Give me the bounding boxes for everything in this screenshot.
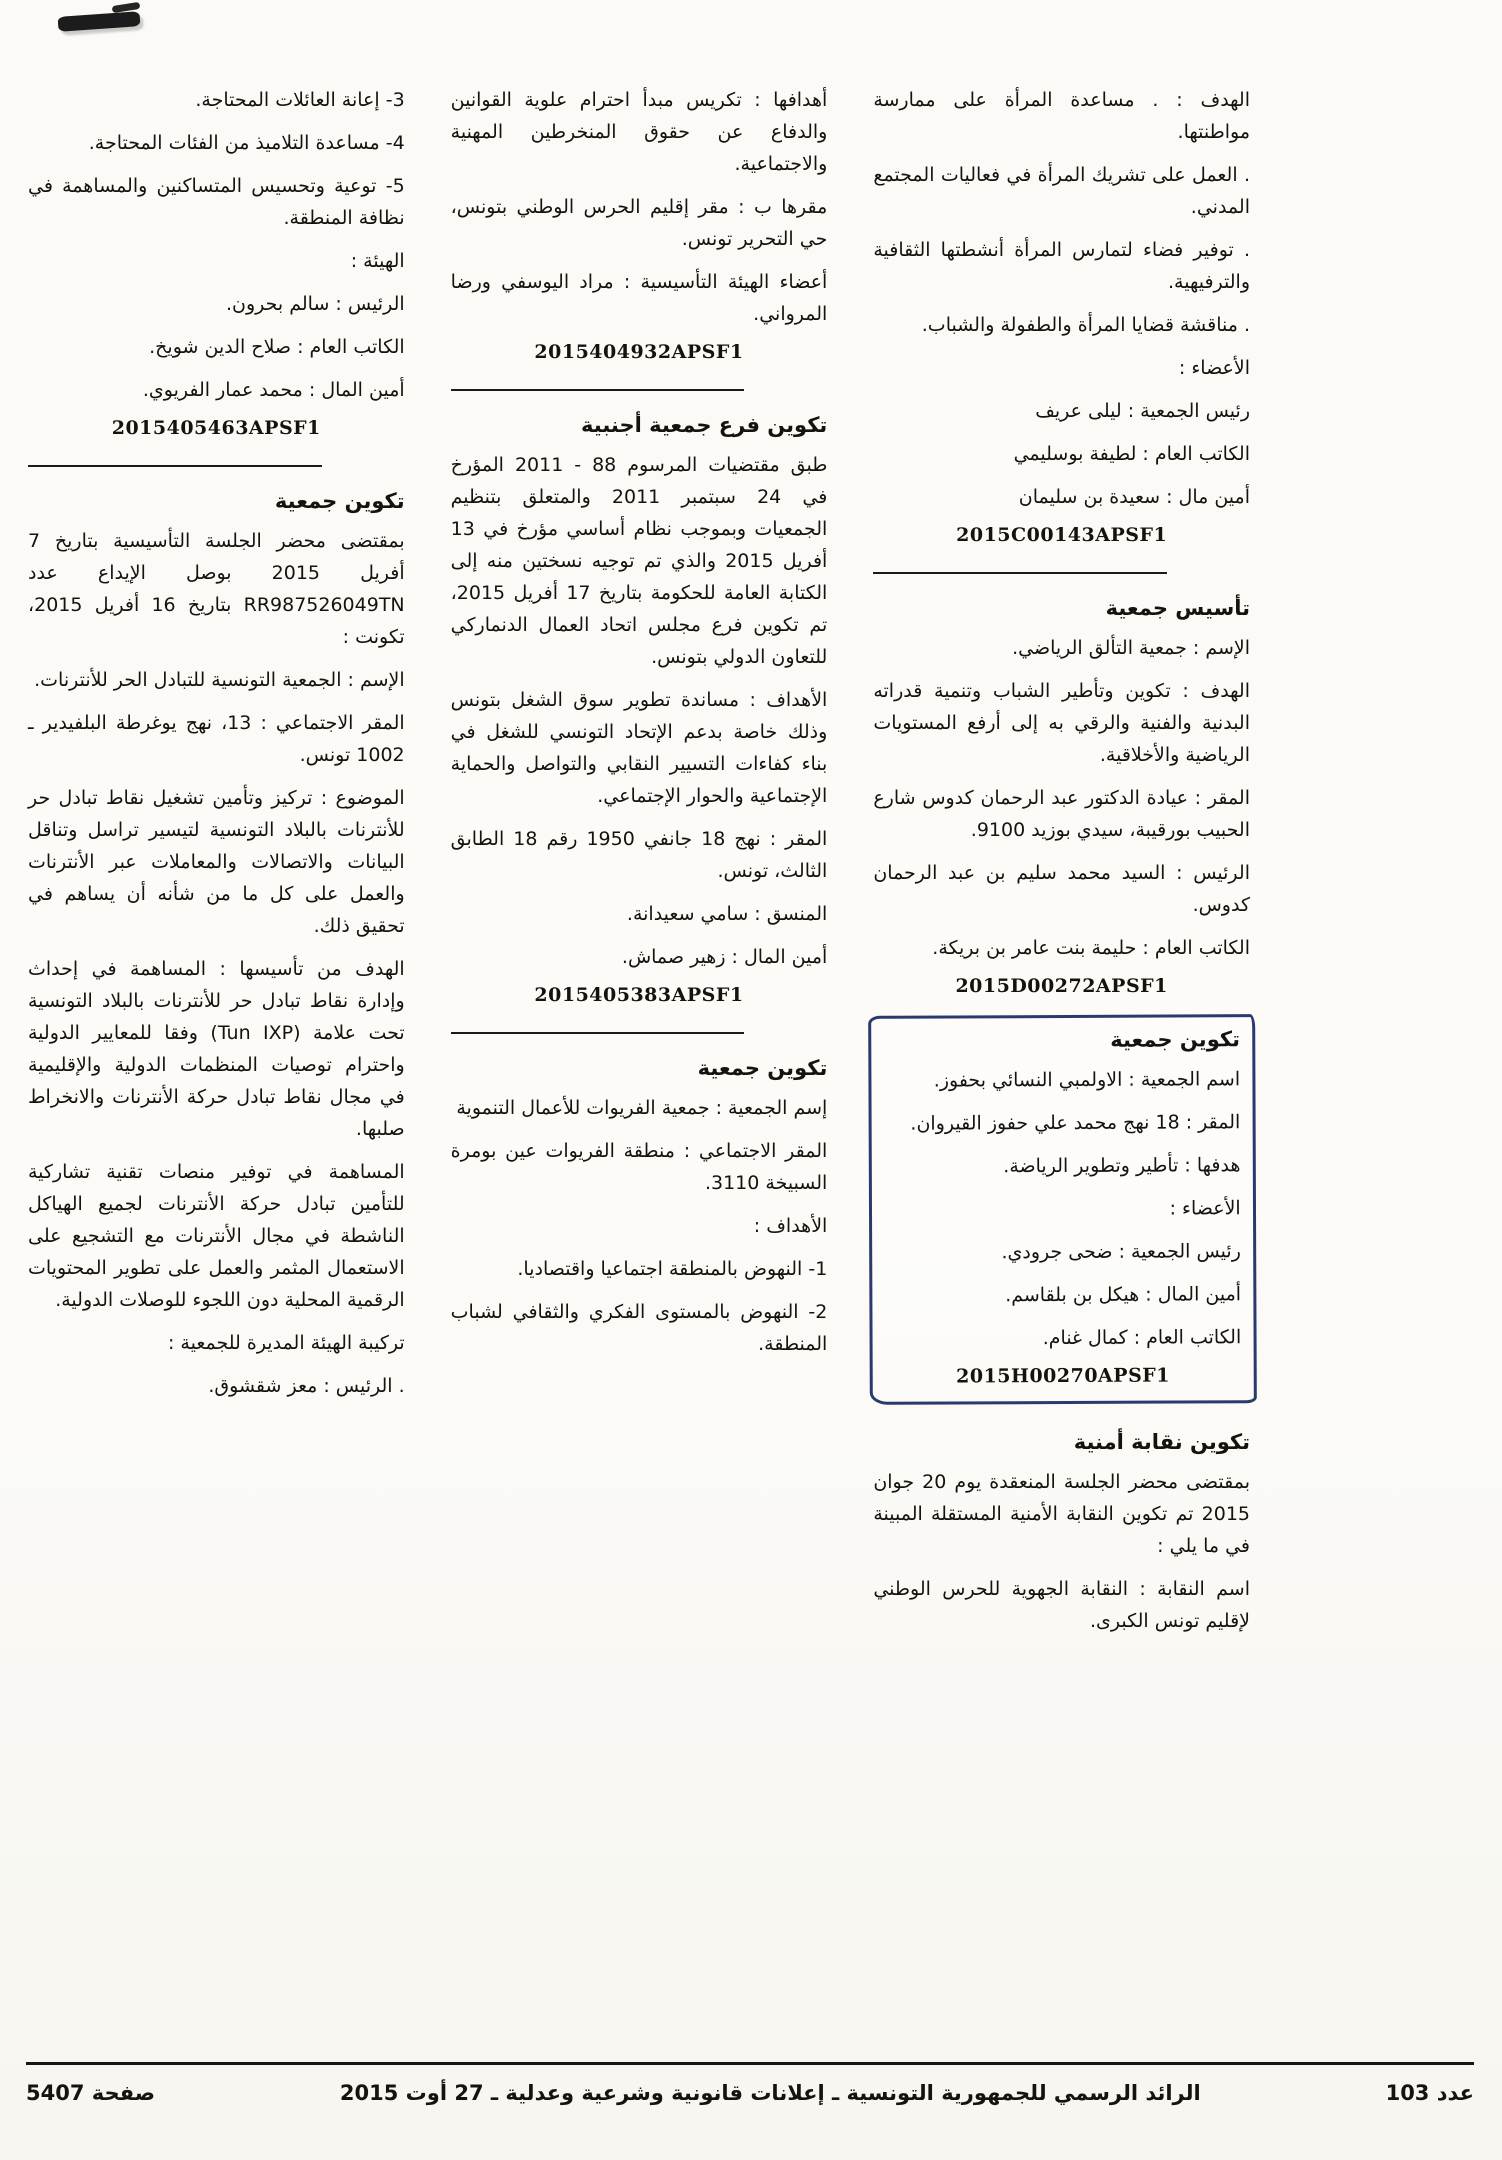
reference-code: 2015C00143APSF1	[956, 524, 1168, 546]
section-heading: تكوين نقابة أمنية	[1073, 1430, 1250, 1454]
paragraph: هدفها : تأطير وتطوير الرياضة.	[1003, 1154, 1241, 1178]
reference-code: 2015H00270APSF1	[956, 1364, 1171, 1388]
paragraph: . الرئيس : معز شقشوق.	[208, 1375, 405, 1397]
paragraph: . مناقشة قضايا المرأة والطفولة والشباب.	[921, 314, 1250, 336]
paragraph: المقر : نهج 18 جانفي 1950 رقم 18 الطابق الثالث، تونس.	[450, 828, 828, 882]
paragraph: 3- إعانة العائلات المحتاجة.	[195, 89, 405, 111]
paragraph: رئيس الجمعية : ضحى جرودي.	[1001, 1240, 1242, 1264]
paragraph: الكاتب العام : كمال غنام.	[1042, 1326, 1242, 1350]
paragraph: 1- النهوض بالمنطقة اجتماعيا واقتصاديا.	[517, 1258, 828, 1280]
column-left	[28, 84, 405, 1648]
page-footer	[26, 2076, 1474, 2110]
reference-code: 2015405463APSF1	[111, 417, 321, 439]
paragraph: المنسق : سامي سعيدانة.	[626, 903, 828, 925]
paragraph: الهدف : تكوين وتأطير الشباب وتنمية قدراته البدنية والفنية والرقي به إلى أرفع المستويات الرياضية والأخلاقية.	[873, 680, 1250, 766]
paragraph: المقر الاجتماعي : منطقة الفريوات عين بومرة السبيخة 3110.	[450, 1140, 828, 1194]
paragraph: الموضوع : تركيز وتأمين تشغيل نقاط تبادل حر للأنترنات بالبلاد التونسية لتيسير تراسل وتناقل البيانات والاتصالات والمعاملات عبر الأنترنات والعمل على كل ما من شأنه أن يساهم في تحقيق ذلك.	[27, 787, 405, 937]
reference-code: 2015D00272APSF1	[955, 975, 1168, 997]
paragraph: أهدافها : تكريس مبدأ احترام علوية القوانين والدفاع عن حقوق المنخرطين المهنية والاجتماعية.	[450, 89, 828, 175]
paragraph: الرئيس : سالم بحرون.	[225, 293, 405, 315]
section-separator	[451, 1032, 745, 1034]
section-separator	[873, 572, 1167, 574]
section-separator	[451, 389, 745, 391]
section-heading: تكوين فرع جمعية أجنبية	[581, 413, 828, 437]
paragraph: الهيئة :	[350, 250, 405, 272]
paragraph: بمقتضى محضر الجلسة التأسيسية بتاريخ 7 أفريل 2015 بوصل الإيداع عدد RR987526049TN بتاريخ 16 أفريل 2015، تكونت :	[27, 530, 405, 648]
column-right	[873, 84, 1250, 1648]
journal-title: الرائد الرسمي للجمهورية التونسية ـ إعلانات قانونية وشرعية وعدلية ـ 27 أوت 2015	[339, 2081, 1201, 2105]
paragraph: الأعضاء :	[1169, 1197, 1242, 1220]
paragraph: اسم الجمعية : الاولمبي النسائي بحفوز.	[934, 1068, 1241, 1092]
paragraph: إسم الجمعية : جمعية الفريوات للأعمال التنموية	[456, 1097, 828, 1119]
paragraph: الإسم : جمعية التألق الرياضي.	[1012, 637, 1250, 659]
paragraph: المقر : 18 نهج محمد علي حفوز القيروان.	[910, 1111, 1241, 1135]
paragraph: أمين المال : هيكل بن بلقاسم.	[1005, 1283, 1242, 1307]
boxed-section	[868, 1014, 1256, 1405]
paragraph: الرئيس : السيد محمد سليم بن عبد الرحمان كدوس.	[873, 862, 1250, 916]
paragraph: مقرها ب : مقر إقليم الحرس الوطني بتونس، حي التحرير تونس.	[450, 196, 828, 250]
paragraph: الهدف من تأسيسها : المساهمة في إحداث وإدارة نقاط تبادل حر للأنترنات بالبلاد التونسية تحت علامة (Tun IXP) وفقا للمعايير الدولية واحترام توصيات المنظمات الدولية والإقليمية في مجال نقاط تبادل حركة الأنترنات والانخراط صلبها.	[27, 958, 405, 1140]
paragraph: المقر الاجتماعي : 13، نهج يوغرطة البلفيدير ـ 1002 تونس.	[27, 712, 405, 766]
paragraph: الأهداف : مساندة تطوير سوق الشغل بتونس وذلك خاصة بدعم الإتحاد التونسي للشغل في بناء كفاءات التسيير النقابي والتواصل والحماية الإجتماعية والحوار الإجتماعي.	[450, 689, 828, 807]
section-separator	[28, 465, 322, 467]
page-number: صفحة 5407	[26, 2081, 156, 2105]
footer-rule	[26, 2062, 1474, 2065]
section-heading: تكوين جمعية	[697, 1056, 828, 1080]
paragraph: أمين المال : محمد عمار الفريوي.	[142, 379, 405, 401]
paragraph: المساهمة في توفير منصات تقنية تشاركية للتأمين تبادل حركة الأنترنات لجميع الهياكل الناشطة في مجال الأنترنات مع التشجيع على الاستعمال المثمر والعمل على تطوير المحتويات الرقمية المحلية دون اللجوء للوصلات الدولية.	[27, 1161, 405, 1311]
reference-code: 2015404932APSF1	[534, 341, 744, 363]
paragraph: الكاتب العام : حليمة بنت عامر بن بريكة.	[932, 937, 1250, 959]
paragraph: الكاتب العام : لطيفة بوسليمي	[1013, 443, 1250, 465]
paragraph: الهدف : . مساعدة المرأة على ممارسة مواطنتها.	[873, 89, 1250, 143]
paragraph: . توفير فضاء لتمارس المرأة أنشطتها الثقافية والترفيهية.	[873, 239, 1250, 293]
content-columns	[28, 84, 1250, 1648]
paragraph: طبق مقتضيات المرسوم 88 - 2011 المؤرخ في 24 سبتمبر 2011 والمتعلق بتنظيم الجمعيات وبموجب نظام أساسي مؤرخ في 13 أفريل 2015 والذي تم توجيه نسختين منه إلى الكتابة العامة للحكومة بتاريخ 17 أفريل 2015، تم تكوين فرع مجلس اتحاد العمال الدنماركي للتعاون الدولي بتونس.	[450, 454, 828, 668]
paragraph: بمقتضى محضر الجلسة المنعقدة يوم 20 جوان 2015 تم تكوين النقابة الأمنية المستقلة المبينة في ما يلي :	[873, 1471, 1250, 1557]
paragraph: الأعضاء :	[1178, 357, 1250, 379]
paragraph: 4- مساعدة التلاميذ من الفئات المحتاجة.	[88, 132, 405, 154]
reference-code: 2015405383APSF1	[534, 984, 744, 1006]
section-heading: تكوين جمعية	[1110, 1027, 1241, 1052]
issue-number: عدد 103	[1385, 2081, 1474, 2105]
column-middle	[451, 84, 828, 1648]
paragraph: أمين المال : زهير صماش.	[621, 946, 828, 968]
section-heading: تكوين جمعية	[274, 489, 405, 513]
scan-artifact	[58, 11, 141, 32]
paragraph: . العمل على تشريك المرأة في فعاليات المجتمع المدني.	[873, 164, 1250, 218]
paragraph: أعضاء الهيئة التأسيسية : مراد اليوسفي ورضا المرواني.	[450, 271, 828, 325]
paragraph: اسم النقابة : النقابة الجهوية للحرس الوطني لإقليم تونس الكبرى.	[873, 1578, 1250, 1632]
paragraph: الكاتب العام : صلاح الدين شويخ.	[149, 336, 405, 358]
paragraph: المقر : عيادة الدكتور عبد الرحمان كدوس شارع الحبيب بورقيبة، سيدي بوزيد 9100.	[873, 787, 1250, 841]
paragraph: 5- توعية وتحسيس المتساكنين والمساهمة في نظافة المنطقة.	[27, 175, 405, 229]
paragraph: أمين مال : سعيدة بن سليمان	[1018, 486, 1250, 508]
paragraph: الإسم : الجمعية التونسية للتبادل الحر للأنترنات.	[34, 669, 405, 691]
paragraph: الأهداف :	[753, 1215, 828, 1237]
paragraph: تركيبة الهيئة المديرة للجمعية :	[167, 1332, 405, 1354]
section-heading: تأسيس جمعية	[1105, 596, 1250, 620]
paragraph: 2- النهوض بالمستوى الفكري والثقافي لشباب المنطقة.	[450, 1301, 828, 1355]
paragraph: رئيس الجمعية : ليلى عريف	[1035, 400, 1250, 422]
